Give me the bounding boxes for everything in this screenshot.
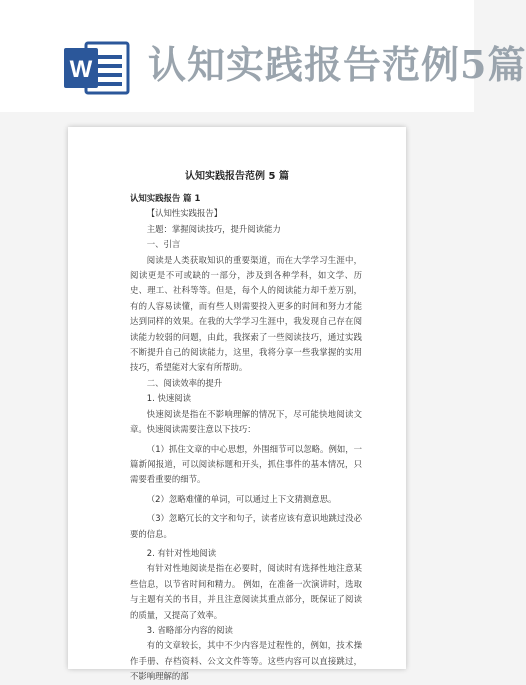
word-logo-letter: W [69,56,93,83]
paragraph-targeted-reading: 有针对性地阅读是指在必要时，阅读时有选择性地注意某些信息，以节省时间和精力。 例如，在准备一次演讲时，选取与主题有关的书目，并且注意阅读其重点部分，既保证了阅读的质量，又提高了效率。 [130,563,362,620]
heading-efficiency: 二、阅读效率的提升 [146,377,223,388]
paragraph-introduction: 阅读是人类获取知识的重要渠道，而在大学学习生涯中，阅读更是不可或缺的一部分，涉及到各种学科，如文学、历史、理工、社科等等。但是，每个人的阅读能力却千差万别，有的人容易读懂，而有些人则需要投入更多的时间和努力才能达到同样的效果。在我的大学学习生涯中，我发现自己存在阅读能力较弱的问题，由此，我探索了一些阅读技巧，通过实践不断提升自己的阅读能力，这里，我将分享一些我掌握的实用技巧，希望能对大家有所帮助。 [130,254,362,373]
document-title: 认知实践报告范例 5 篇 [185,171,289,182]
banner [0,0,526,112]
report-label: 【认知性实践报告】 [146,208,223,219]
report-theme: 主题：掌握阅读技巧，提升阅读能力 [146,223,281,234]
heading-speed-reading: 1. 快速阅读 [146,393,191,404]
banner-title: 认知实践报告范例5篇 [148,42,526,87]
paragraph-speed-reading: 快速阅读是指在不影响理解的情况下，尽可能快地阅读文章。快速阅读需要注意以下技巧： [130,408,362,435]
tip-1: （1）抓住文章的中心思想，外围细节可以忽略。例如，一篇新闻报道，可以阅读标题和开头，抓住事件的基本情况，只需要看重要的细节。 [130,443,362,485]
tip-3: （3）忽略冗长的文字和句子，读者应该有意识地跳过没必要的信息。 [130,513,362,539]
paragraph-skip-reading: 有的文章较长，其中不少内容是过程性的，例如，技术操作手册、存档资料、公文文件等等。这些内容可以直接跳过，不影响理解的部 [130,640,362,682]
section-heading: 认知实践报告 篇 1 [130,193,201,203]
word-document-icon [64,40,130,96]
document-body [130,191,362,685]
tip-2: （2）忽略难懂的单词，可以通过上下文猜测意思。 [146,493,337,504]
document-page [68,127,406,682]
heading-introduction: 一、引言 [146,239,181,250]
heading-skip-reading: 3. 省略部分内容的阅读 [146,624,233,635]
heading-targeted-reading: 2. 有针对性地阅读 [146,547,217,558]
